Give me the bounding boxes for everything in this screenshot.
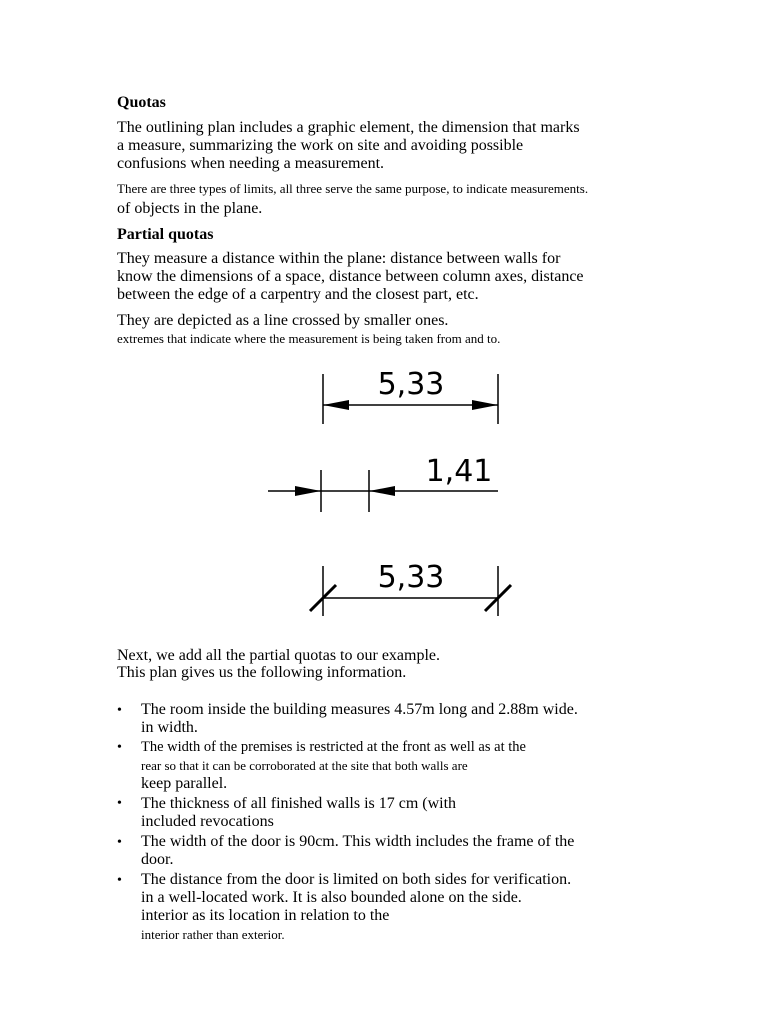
bullet-2-line-3: keep parallel. [141,775,228,792]
bullet-2-line-2: rear so that it can be corroborated at the site that both walls are [141,758,468,773]
bullet-marker: • [117,740,122,755]
bullet-5-line-4: interior rather than exterior. [141,927,285,942]
dim2-right-arrowhead [369,486,395,496]
intro-line-3: confusions when needing a measurement. [117,155,385,172]
next-line-1: Next, we add all the partial quotas to our example. [117,647,441,664]
bullet-5-line-1: The distance from the door is limited on both sides for verification. [141,871,572,888]
partial-line-2: know the dimensions of a space, distance between column axes, distance [117,268,584,285]
partial-line-1: They measure a distance within the plane: distance between walls for [117,250,561,267]
intro-line-2: a measure, summarizing the work on site and avoiding possible [117,137,524,154]
bullet-marker: • [117,796,122,811]
bullet-5-line-3: interior as its location in relation to the [141,907,390,924]
intro-line-1: The outlining plan includes a graphic element, the dimension that marks [117,119,580,136]
bullet-1-line-2: in width. [141,719,198,736]
limits-small-text: There are three types of limits, all three serve the same purpose, to indicate measurements. [117,181,589,196]
next-line-2: This plan gives us the following information. [117,664,407,681]
dim3-label: 5,33 [377,560,445,595]
bullet-marker: • [117,703,122,718]
dim2-label: 1,41 [425,454,493,489]
dimension-2 [268,454,498,512]
dim1-label: 5,33 [377,367,445,402]
depicted-text: They are depicted as a line crossed by smaller ones. [117,312,449,329]
dim2-left-arrowhead [295,486,321,496]
dimension-1 [323,367,498,424]
partial-line-3: between the edge of a carpentry and the closest part, etc. [117,286,479,303]
bullet-5-line-2: in a well-located work. It is also bounded alone on the side. [141,889,522,906]
bullet-4-line-1: The width of the door is 90cm. This width includes the frame of the [141,833,575,850]
section-heading-quotas: Quotas [117,94,166,111]
bullet-2-line-1: The width of the premises is restricted at the front as well as at the [141,739,526,755]
section-heading-partial-quotas: Partial quotas [117,226,214,243]
bullet-3-line-2: included revocations [141,813,274,830]
dim1-left-arrowhead [323,400,349,410]
extremes-text: extremes that indicate where the measurement is being taken from and to. [117,331,501,346]
limits-continuation: of objects in the plane. [117,200,263,217]
bullet-marker: • [117,835,122,850]
bullet-3-line-1: The thickness of all finished walls is 17 cm (with [141,795,457,812]
bullet-1-line-1: The room inside the building measures 4.57m long and 2.88m wide. [141,701,578,718]
bullet-marker: • [117,873,122,888]
dim1-right-arrowhead [472,400,498,410]
bullet-4-line-2: door. [141,851,174,868]
dimension-3 [310,560,511,616]
